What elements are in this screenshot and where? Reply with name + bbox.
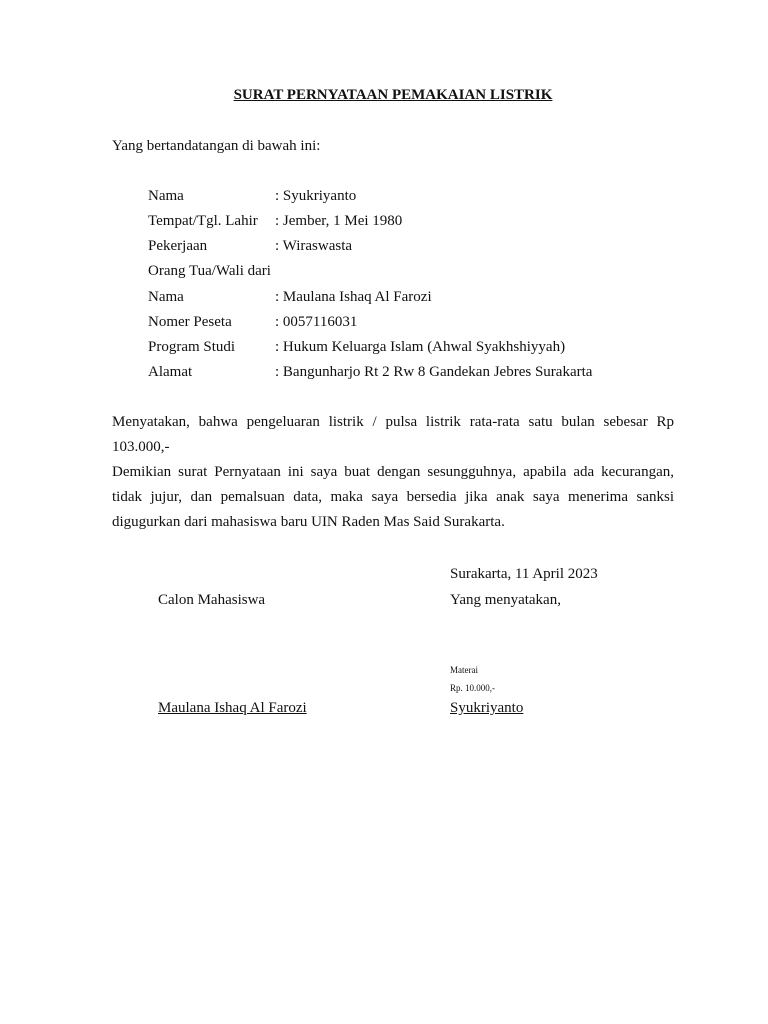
guardian-of-label: Orang Tua/Wali dari [148,263,271,279]
participant-number-label: Nomer Peseta [148,314,232,330]
statement-paragraph: Menyatakan, bahwa pengeluaran listrik / pulsa listrik rata-rata satu bulan sebesar Rp 103.000,- [112,414,674,455]
closing-paragraph: Demikian surat Pernyataan ini saya buat dengan sesungguhnya, apabila ada kecurangan, tidak jujur, dan pemalsuan data, maka saya bersedia jika anak saya menerima sanksi digugurkan dari mahasiswa baru UIN Raden Mas Said Surakarta. [112,464,674,530]
left-signatory-role: Calon Mahasiswa [158,592,266,608]
stamp-amount: Rp. 10.000,- [450,683,495,693]
right-signatory-role: Yang menyatakan, [450,592,561,608]
student-name-value: : Maulana Ishaq Al Farozi [275,289,432,305]
address-value: : Bangunharjo Rt 2 Rw 8 Gandekan Jebres Surakarta [275,364,593,380]
place-date: Surakarta, 11 April 2023 [450,566,598,582]
job-value: : Wiraswasta [275,238,353,254]
stamp-label: Materai [450,665,478,675]
program-value: : Hukum Keluarga Islam (Ahwal Syakhshiyyah) [275,339,566,355]
right-signatory-name: Syukriyanto [450,700,524,716]
left-signatory-name: Maulana Ishaq Al Farozi [158,700,307,716]
parent-name-value: : Syukriyanto [275,188,357,204]
job-label: Pekerjaan [148,238,208,254]
program-label: Program Studi [148,339,236,355]
address-label: Alamat [148,364,193,380]
intro-text: Yang bertandatangan di bawah ini: [112,138,321,154]
parent-name-label: Nama [148,188,184,204]
student-name-label: Nama [148,289,184,305]
participant-number-value: : 0057116031 [275,314,358,330]
birth-label: Tempat/Tgl. Lahir [148,213,258,229]
document-title: SURAT PERNYATAAN PEMAKAIAN LISTRIK [233,87,553,103]
birth-value: : Jember, 1 Mei 1980 [275,213,403,229]
